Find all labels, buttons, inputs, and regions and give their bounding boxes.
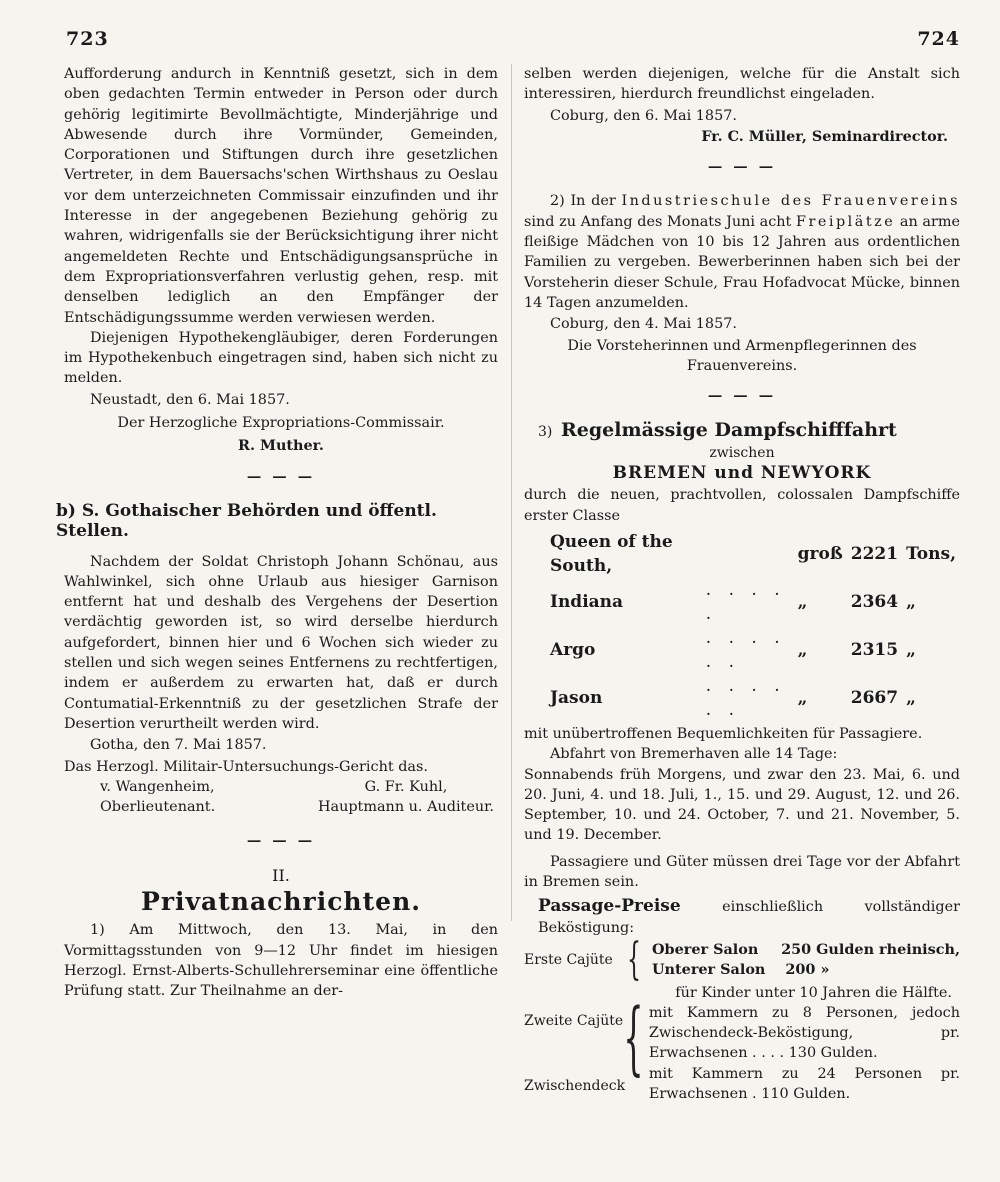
seminar-notice-continued: selben werden diejenigen, welche für die Anstalt sich interessiren, hierdurch freundlichst eingeladen. [524, 66, 960, 103]
departure-dates: Sonnabends früh Morgens, und zwar den 23. Mai, 6. und 20. Juni, 4. und 18. Juli, 1., 15. und 29. August, 12. und 26. September, 10. und 24. October, 7. und 21. November, 5. und 19. December. [524, 766, 960, 844]
left-column [56, 64, 498, 1001]
section-title: Privatnachrichten. [141, 886, 421, 916]
comfort-note: mit unübertroffenen Bequemlichkeiten für Passagiere. [524, 725, 923, 742]
section-heading-gotha: b) S. Gothaischer Behörden und öffentl. Stellen. [56, 500, 437, 542]
fares-heading: Passage-Preise einschließlich vollständiger Beköstigung: [538, 896, 960, 936]
court-signatories [64, 777, 498, 818]
departure-frequency: Abfahrt von Bremerhaven alle 14 Tage: [550, 746, 838, 763]
brace-icon: { [627, 934, 641, 986]
signatory-kuhl: G. Fr. Kuhl, Hauptmann u. Auditeur. [317, 778, 494, 816]
section-number: II. [272, 865, 290, 885]
industrial-school-notice: 2) In der Industrieschule des Frauenvereins sind zu Anfang des Monats Juni acht Freiplätze an arme fleißige Mädchen von 10 bis 12 Jahren aus ordentlichen Familien zu vergeben. Bewerberinnen haben sich bei der Vorsteherin dieser Schule, Frau Hofadvocat Mücke, binnen 14 Tagen anzumelden. [524, 193, 960, 311]
separator: — — — [707, 387, 777, 405]
date-coburg-6-may: Coburg, den 6. Mai 1857. [550, 107, 737, 124]
brace-icon: { [623, 990, 644, 1084]
right-column [524, 64, 960, 1104]
page-number-right: 724 [917, 28, 960, 50]
womens-association-signature: Die Vorsteherinnen und Armenpflegerinnen des Frauenvereins. [567, 337, 917, 374]
ship-row: Argo . . . . . . „ 2315 „ [550, 627, 916, 672]
ship-list [546, 530, 960, 722]
mortgage-creditors-note: Diejenigen Hypothekengläubiger, deren Forderungen im Hypothekenbuch eingetragen sind, haben sich nicht zu melden. [64, 329, 498, 387]
steerage-fare: mit Kammern zu 24 Personen pr. Erwachsenen . 110 Gulden. [648, 1065, 960, 1102]
ship-row: Queen of the South, groß 2221 Tons, [550, 531, 956, 576]
date-gotha: Gotha, den 7. Mai 1857. [90, 737, 267, 754]
steamship-between: zwischen [709, 444, 775, 461]
page-number-left: 723 [66, 28, 109, 50]
steamship-heading: 3) Regelmässige Dampfschifffahrt [538, 419, 897, 442]
seminar-director-signature: Fr. C. Müller, Seminardirector. [701, 127, 948, 145]
military-court-signature: Das Herzogl. Militair-Untersuchungs-Gericht das. [64, 758, 428, 775]
date-coburg-4-may: Coburg, den 4. Mai 1857. [550, 316, 737, 333]
children-fare-note: für Kinder unter 10 Jahren die Hälfte. [675, 984, 952, 1001]
separator: — — — [246, 467, 316, 485]
upper-salon-fare: Oberer Salon 250 Gulden rheinisch, [652, 940, 960, 958]
seminar-exam-notice: 1) Am Mittwoch, den 13. Mai, in den Vormittagsstunden von 9—12 Uhr findet im hiesigen Herzogl. Ernst-Alberts-Schullehrerseminar eine öffentliche Prüfung statt. Zur Theilnahme an der- [64, 922, 498, 1000]
steerage-label: Zwischendeck [524, 1078, 626, 1095]
expropriation-notice-text: Aufforderung andurch in Kenntniß gesetzt, sich in dem oben gedachten Termin entweder in Person oder durch gehörig legitimirte Bevollmächtigte, Minderjährige und Abwesende durch ihre Vormünder, Gemeinden, Corporationen und Stiftungen durch ihre gesetzlichen Vertreter, in dem Bauersachs'schen Wirthshaus zu Oeslau vor dem unterzeichneten Commissair einzufinden und ihr Interesse in der angegebenen Beziehung gehörig zu wahren, widrigenfalls sie der Berücksichtigung ihrer nicht angemeldeten Rechte und Entschädigungsansprüche in dem Expropriationsverfahren verlustig gehen, resp. mit denselben lediglich an den Empfänger der Entschädigungssumme werden verwiesen werden. [64, 66, 498, 326]
expropriation-commissioner-signature: Der Herzogliche Expropriations-Commissair. [117, 415, 445, 432]
separator: — — — [707, 158, 777, 176]
first-cabin-label: Erste Cajüte [524, 952, 613, 969]
desertion-notice-text: Nachdem der Soldat Christoph Johann Schönau, aus Wahlwinkel, sich ohne Urlaub aus hiesiger Garnison entfernt hat und deshalb des Vergehens der Desertion verdächtig geworden ist, so wird derselbe hierdurch aufgefordert, binnen hier und 6 Wochen sich wieder zu stellen und sich wegen seines Entfernens zu rechtfertigen, indem er außerdem zu erwarten hat, daß er durch Contumatial-Erkenntniß zu der gesetzlichen Strafe der Desertion verurtheilt werden wird. [64, 553, 498, 732]
first-cabin-fares [524, 934, 960, 986]
ship-row: Indiana . . . . . „ 2364 „ [550, 579, 916, 624]
second-cabin-label: Zweite Cajüte [524, 1012, 624, 1029]
separator: — — — [246, 832, 316, 850]
second-cabin-fare: mit Kammern zu 8 Personen, jedoch Zwischendeck-Beköstigung, pr. Erwachsenen . . . . 130 Gulden. [648, 1004, 960, 1062]
steamship-description: durch die neuen, prachtvollen, colossalen Dampfschiffe erster Classe [524, 487, 960, 524]
ship-row: Jason . . . . . . „ 2667 „ [550, 675, 916, 720]
commissioner-name: R. Muther. [238, 437, 324, 455]
steamship-route: BREMEN und NEWYORK [612, 463, 872, 484]
passenger-goods-note: Passagiere und Güter müssen drei Tage vor der Abfahrt in Bremen sein. [524, 853, 960, 891]
signatory-wangenheim: v. Wangenheim, Oberlieutenant. [100, 778, 216, 816]
date-neustadt: Neustadt, den 6. Mai 1857. [90, 391, 290, 408]
lower-salon-fare: Unterer Salon 200 » [652, 961, 830, 979]
